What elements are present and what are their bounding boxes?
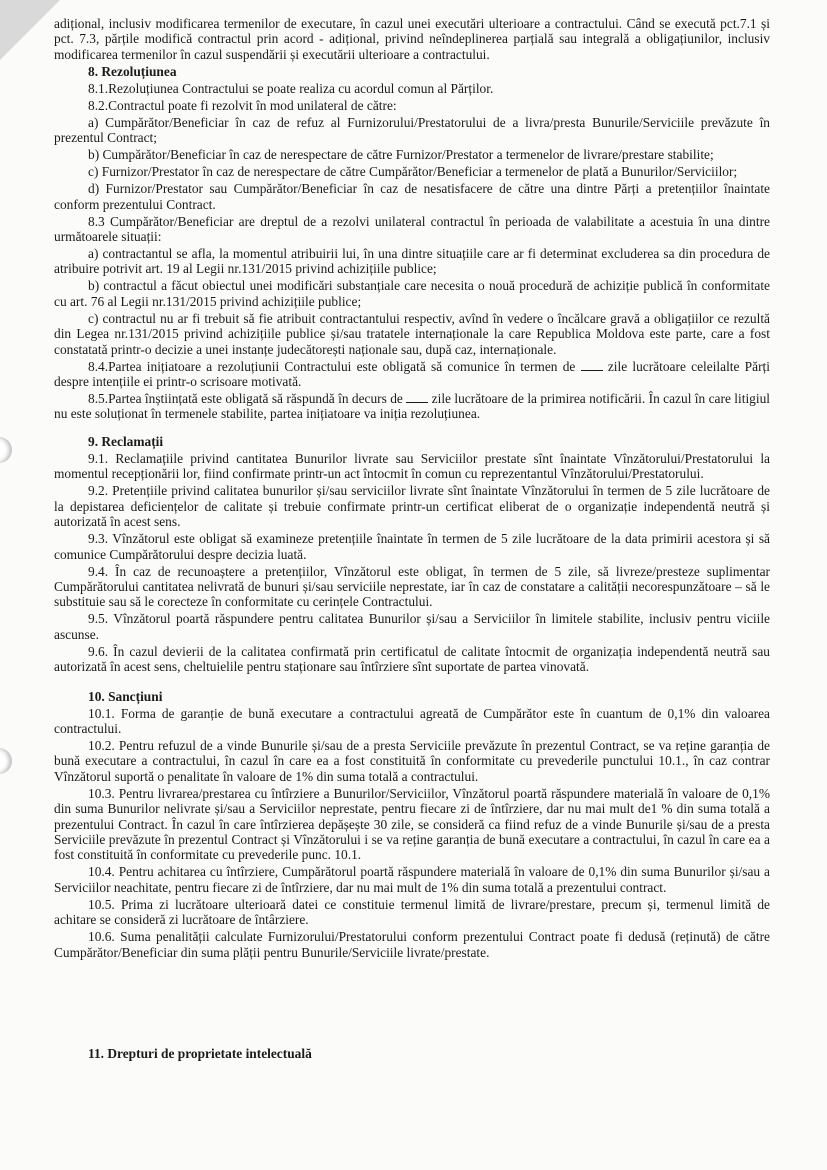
clause: a) Cumpărător/Beneficiar în caz de refuz al Furnizorului/Prestatorului de a livra/presta Bunurile/Serviciile prevăzute în prezentul Contract; (54, 114, 770, 146)
clause-text: 8.5.Partea înștiințată este obligată să răspundă în decurs de (88, 391, 403, 407)
clause: b) contractul a făcut obiectul unei modificări substanțiale care necesita o nouă procedură de achiziție publică în conformitate cu art. 76 al Legii nr.131/2015 privind achizițiile publice; (54, 278, 770, 309)
clause: 9.6. În cazul devierii de la calitatea confirmată prin certificatul de calitate întocmit de organizația independentă neutră sau autorizată în acest sens, cheltuielile pentru staționare sau întîrziere sînt suportate de partea vinovată. (54, 643, 770, 675)
clause: 10.2. Pentru refuzul de a vinde Bunurile și/sau de a presta Serviciile prevăzute în prezentul Contract, se va reține garanția de bună executare a contractului, în cazul în care ea a fost constituită în conformitate cu prevederile punctului 10.1., în caz contrar Vînzătorul suportă o penalitate în valoare de 1% din suma totală a contractului. (54, 737, 770, 784)
clause-8-5 (54, 391, 770, 422)
section-11 (54, 1046, 770, 1061)
clause-text: zile lucrătoare celeilalte Părți despre intențiile ei printr-o scrisoare motivată. (54, 358, 770, 390)
section-9 (54, 434, 770, 675)
section-8 (54, 64, 770, 422)
section-heading: 10. Sancțiuni (88, 688, 163, 704)
clause: 8.3 Cumpărător/Beneficiar are dreptul de a rezolvi unilateral contractul în perioada de valabilitate a acestuia în una dintre următoarele situații: (54, 213, 770, 245)
clause: 10.4. Pentru achitarea cu întîrziere, Cumpărătorul poartă răspundere materială în valoare de 0,1% din suma Bunurilor și/sau a Serviciilor neachitate, pentru fiecare zi de întîrziere, dar nu mai mult de 1% din suma totală a prezentului contract. (54, 864, 770, 895)
clause: 10.3. Pentru livrarea/prestarea cu întîrziere a Bunurilor/Serviciilor, Vînzătorul poartă răspundere materială în valoare de 0,1% din suma Bunurilor nelivrate și/sau a Serviciilor neprestate, pentru fiecare zi de întîrziere, dar nu mai mult de1 % din suma totală a prezentului Contract. În cazul în care întîrzierea depășește 30 zile, se consideră ca fiind refuz de a vinde Bunurile și/sau de a presta Serviciile prevăzute în prezentul Contract și Vînzătorului i se va reține garanția de bună executare a contractului, în cazul în care ea a fost constituită în conformitate cu prevederile punc. 10.1. (54, 785, 770, 863)
clause-text: 8.4.Partea inițiatoare a rezoluțiunii Contractului este obligată să comunice în termen de (88, 358, 576, 374)
section-heading: 9. Reclamații (88, 433, 164, 449)
section-heading: 8. Rezoluțiunea (88, 63, 177, 79)
clause: b) Cumpărător/Beneficiar în caz de nerespectare de către Furnizor/Prestator a termenelor de livrare/prestare stabilite; (88, 147, 714, 163)
section-heading: 11. Drepturi de proprietate intelectuală (88, 1046, 312, 1061)
clause: c) contractul nu ar fi trebuit să fie atribuit contractantului respectiv, avînd în vedere o încălcare gravă a obligațiilor ce rezultă din Legea nr.131/2015 privind achizițiile publice și/sau tratatele internaționale la care Republica Moldova este parte, care a fost constatată printr-o decizie a unei instanțe judecătorești naționale sau, după caz, internaționale. (54, 310, 770, 357)
page-fold-corner (0, 0, 60, 60)
clause: 10.5. Prima zi lucrătoare ulterioară datei ce constituie termenul limită de livrare/prestare, precum și, termenul limită de achitare se consideră zi lucrătoare de întârziere. (54, 896, 770, 928)
clause: 8.1.Rezoluțiunea Contractului se poate realiza cu acordul comun al Părților. (88, 80, 494, 96)
blank-field (406, 392, 428, 403)
contract-page (54, 16, 770, 1063)
clause: 9.1. Reclamațiile privind cantitatea Bunurilor livrate sau Serviciilor prestate sînt înaintate Vînzătorului/Prestatorului la momentul recepționării lor, fiind confirmate printr-un act întocmit în comun cu reprezentantul Vînzătorului/Prestatorului. (54, 450, 770, 482)
blank-field (581, 360, 603, 371)
punch-hole (0, 437, 12, 463)
clause: 9.4. În caz de recunoaștere a pretențiilor, Vînzătorul este obligat, în termen de 5 zile, să livreze/presteze suplimentar Cumpărătorului cantitatea nelivrată de bunuri și/sau serviciile neprestate, iar în caz de constatare a calității necorespunzătoare – să le substituie sau să le corecteze în conformitate cu cerințele Contractului. (54, 563, 770, 610)
intro-paragraph: adițional, inclusiv modificarea termenilor de executare, în cazul unei executări ulterioare a contractului. Când se execută pct.7.1 și pct. 7.3, părțile modifică contractul prin acord - adițional, privind neîndeplinerea parțială sau integrală a obligațiunilor, inclusiv modificarea termenilor în cazul suspendării și executării ulterioare a contractului. (54, 16, 770, 62)
clause-text: zile lucrătoare de la primirea notificării. În cazul în care litigiul nu este soluționat în termenele stabilite, partea inițiatoare va iniția rezoluțiunea. (54, 391, 770, 422)
clause: 9.5. Vînzătorul poartă răspundere pentru calitatea Bunurilor și/sau a Serviciilor în limitele stabilite, inclusiv pentru viciile ascunse. (54, 611, 770, 642)
punch-hole (0, 748, 12, 774)
clause: 9.2. Pretențiile privind calitatea bunurilor și/sau serviciilor livrate sînt înaintate Vînzătorului în termen de 5 zile lucrătoare de la depistarea deficiențelor de calitate și trebuie confirmate printr-un certificat eliberat de o organizație independentă neutră și autorizată în acest sens. (54, 483, 770, 530)
clause: 9.3. Vînzătorul este obligat să examineze pretențiile înaintate în termen de 5 zile lucrătoare de la data primirii acestora și să comunice Cumpărătorului despre decizia luată. (54, 531, 770, 562)
clause: 10.6. Suma penalității calculate Furnizorului/Prestatorului conform prezentului Contract poate fi dedusă (reținută) de către Cumpărător/Beneficiar din suma plății pentru Bunurile/Serviciile livrate/prestate. (54, 929, 770, 960)
clause: 10.1. Forma de garanție de bună executare a contractului agreată de Cumpărător este în cuantum de 0,1% din valoarea contractului. (54, 705, 770, 736)
section-10 (54, 689, 770, 960)
clause-8-4 (54, 359, 770, 390)
clause: a) contractantul se afla, la momentul atribuirii lui, în una dintre situațiile care ar fi determinat excluderea sa din procedura de atribuire potrivit art. 19 al Legii nr.131/2015 privind achizițiile publice; (54, 246, 770, 277)
clause: c) Furnizor/Prestator în caz de nerespectare de către Cumpărător/Beneficiar a termenelor de plată a Bunurilor/Serviciilor; (88, 164, 738, 180)
clause: 8.2.Contractul poate fi rezolvit în mod unilateral de către: (88, 97, 397, 113)
clause: d) Furnizor/Prestator sau Cumpărător/Beneficiar în caz de nesatisfacere de către una dintre Părți a pretențiilor înaintate conform prezentului Contract. (54, 181, 770, 212)
